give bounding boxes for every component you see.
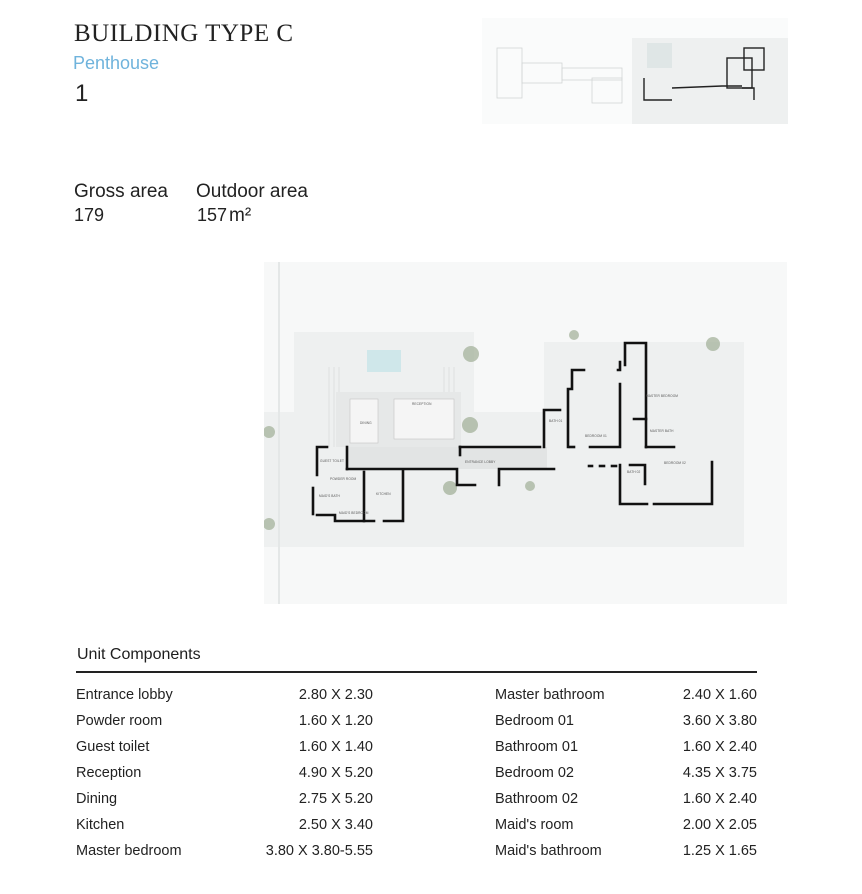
entrance-corridor <box>347 447 547 469</box>
label-master-bath: MASTER BATH <box>650 429 674 433</box>
label-entrance-lobby: ENTRANCE LOBBY <box>465 460 496 464</box>
component-name: Dining <box>76 791 118 807</box>
component-size: 2.00 X 2.05 <box>682 817 757 833</box>
unit-number: 1 <box>75 80 89 107</box>
component-name: Powder room <box>76 713 163 729</box>
component-size: 1.60 X 1.20 <box>298 713 373 729</box>
label-master-bedroom: MASTER BEDROOM <box>646 394 679 398</box>
outdoor-area-value <box>197 205 251 227</box>
component-size: 4.35 X 3.75 <box>682 765 757 781</box>
label-maids-bedroom: MAID'S BEDROOM <box>339 511 369 515</box>
component-name: Entrance lobby <box>76 687 173 703</box>
gross-area-label: Gross area <box>74 181 168 202</box>
label-maids-bath: MAID'S BATH <box>319 494 340 498</box>
gross-area-value: 179 <box>74 205 105 225</box>
label-powder-room: POWDER ROOM <box>330 477 357 481</box>
component-name: Bedroom 02 <box>495 765 574 781</box>
component-name: Maid's room <box>495 817 574 833</box>
floor-plan <box>264 262 787 604</box>
component-name: Kitchen <box>76 817 125 833</box>
divider <box>76 671 757 673</box>
component-size: 2.75 X 5.20 <box>298 791 373 807</box>
outdoor-area-number: 157 <box>197 205 228 225</box>
area-unit: m² <box>229 205 252 226</box>
component-size: 3.80 X 3.80-5.55 <box>265 843 373 859</box>
label-bedroom-01: BEDROOM 01 <box>585 434 607 438</box>
component-name: Guest toilet <box>76 739 150 755</box>
page-title: BUILDING TYPE C <box>74 20 294 47</box>
component-size: 4.90 X 5.20 <box>298 765 373 781</box>
component-size: 1.60 X 2.40 <box>682 739 757 755</box>
component-size: 2.80 X 2.30 <box>298 687 373 703</box>
unit-type-subtitle: Penthouse <box>73 53 160 73</box>
component-name: Master bathroom <box>495 687 605 703</box>
component-name: Bedroom 01 <box>495 713 574 729</box>
component-size: 3.60 X 3.80 <box>682 713 757 729</box>
component-name: Master bedroom <box>76 843 182 859</box>
label-bedroom-02: BEDROOM 02 <box>664 461 686 465</box>
component-size: 2.50 X 3.40 <box>298 817 373 833</box>
pool <box>367 350 401 372</box>
component-size: 1.60 X 1.40 <box>298 739 373 755</box>
label-dining: DINING <box>360 421 372 425</box>
key-plan-thumbnail <box>482 18 788 124</box>
component-size: 2.40 X 1.60 <box>682 687 757 703</box>
component-size: 1.60 X 2.40 <box>682 791 757 807</box>
outdoor-area-label: Outdoor area <box>196 181 308 202</box>
component-name: Bathroom 01 <box>495 739 579 755</box>
label-bath-02: BATH 02 <box>627 470 641 474</box>
component-name: Reception <box>76 765 142 781</box>
component-size: 1.25 X 1.65 <box>682 843 757 859</box>
label-guest-toilet: GUEST TOILET <box>320 459 345 463</box>
label-reception: RECEPTION <box>412 402 432 406</box>
label-bath-01: BATH 01 <box>549 419 563 423</box>
component-name: Maid's bathroom <box>495 843 602 859</box>
label-kitchen: KITCHEN <box>376 492 391 496</box>
unit-components-title: Unit Components <box>77 646 201 663</box>
component-name: Bathroom 02 <box>495 791 579 807</box>
